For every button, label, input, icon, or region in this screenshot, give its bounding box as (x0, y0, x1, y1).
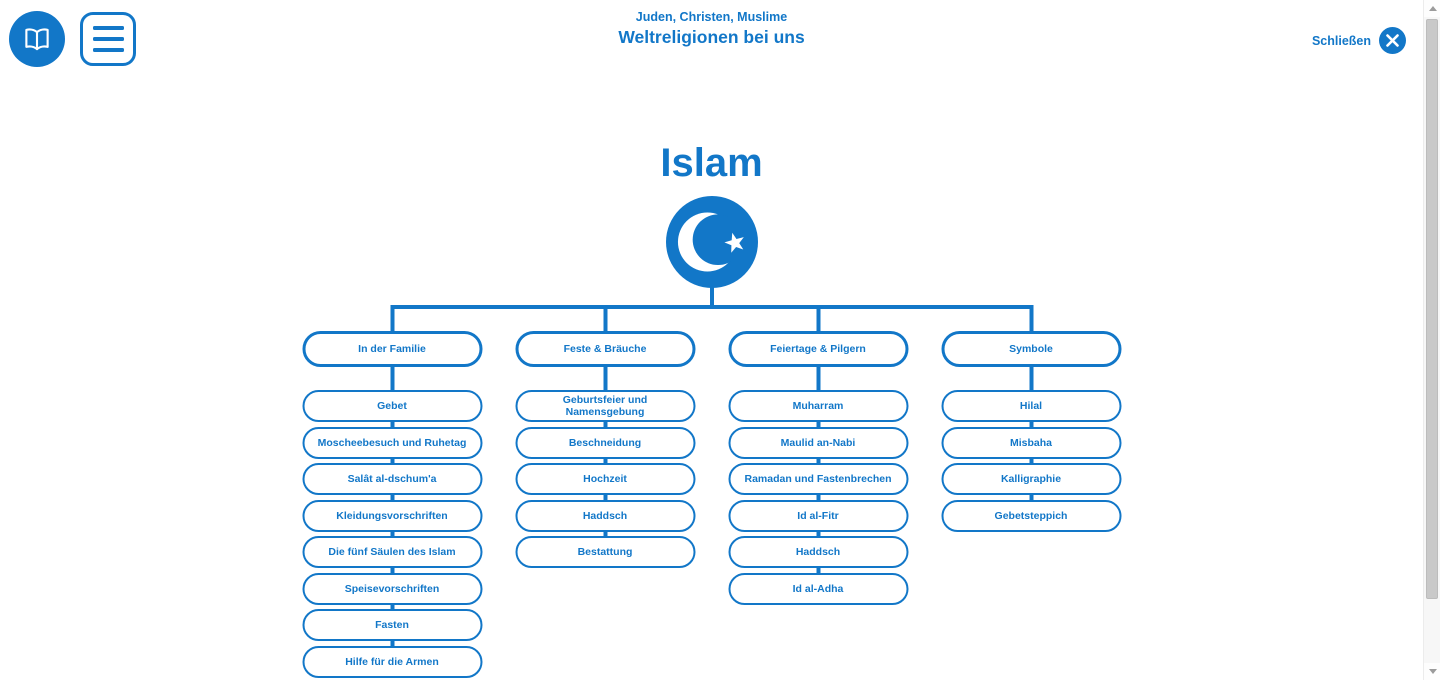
hamburger-menu-icon (93, 48, 124, 53)
header-title-block (0, 10, 1423, 48)
connector-line (603, 495, 607, 500)
item-pill[interactable]: Die fünf Säulen des Islam (302, 536, 482, 568)
item-pill[interactable]: Kleidungsvorschriften (302, 500, 482, 532)
item-pill[interactable]: Muharram (728, 390, 908, 422)
tree-column (302, 305, 482, 678)
item-pill[interactable]: Hochzeit (515, 463, 695, 495)
connector-line (603, 367, 607, 390)
item-pill[interactable]: Fasten (302, 609, 482, 641)
connector-line (816, 568, 820, 573)
close-label[interactable]: Schließen (1311, 33, 1371, 48)
item-pill[interactable]: Beschneidung (515, 427, 695, 459)
scroll-down-arrow-icon[interactable] (1424, 663, 1440, 680)
item-pill[interactable]: Speisevorschriften (302, 573, 482, 605)
connector-line (390, 305, 1033, 309)
tree-column (728, 305, 908, 678)
close-control (1312, 27, 1406, 54)
connector-line (816, 495, 820, 500)
item-pill[interactable]: Id al-Fitr (728, 500, 908, 532)
item-pill[interactable]: Maulid an-Nabi (728, 427, 908, 459)
scroll-up-arrow-icon[interactable] (1424, 0, 1440, 17)
header-subtitle: Juden, Christen, Muslime (635, 10, 788, 24)
page-title: Islam (660, 141, 763, 185)
tree-column (941, 305, 1121, 678)
item-pill[interactable]: Haddsch (515, 500, 695, 532)
item-pill[interactable]: Geburtsfeier und Namensgebung (515, 390, 695, 422)
connector-line (1029, 367, 1033, 390)
item-pill[interactable]: Salât al-dschum'a (302, 463, 482, 495)
item-pill[interactable]: Hilfe für die Armen (302, 646, 482, 678)
connector-line (816, 422, 820, 427)
tree-column (515, 305, 695, 678)
crescent-moon-and-star-icon (666, 196, 758, 288)
item-pill[interactable]: Gebet (302, 390, 482, 422)
item-pill[interactable]: Id al-Adha (728, 573, 908, 605)
connector-line (390, 641, 394, 646)
item-pill[interactable]: Kalligraphie (941, 463, 1121, 495)
connector-line (390, 422, 394, 427)
connector-line (816, 367, 820, 390)
islam-root-node[interactable] (666, 196, 758, 288)
connector-line (603, 422, 607, 427)
header-title: Weltreligionen bei uns (618, 27, 805, 47)
scrollbar-thumb[interactable] (1426, 19, 1438, 599)
connector-line (390, 568, 394, 573)
item-pill[interactable]: Ramadan und Fastenbrechen (728, 463, 908, 495)
item-pill[interactable]: Moscheebesuch und Ruhetag (302, 427, 482, 459)
item-pill[interactable]: Misbaha (941, 427, 1121, 459)
connector-line (710, 287, 714, 307)
category-pill[interactable]: Symbole (941, 331, 1121, 367)
close-button[interactable] (1379, 27, 1406, 54)
sitemap-tree (302, 305, 1121, 678)
category-pill[interactable]: Feste & Bräuche (515, 331, 695, 367)
category-pill[interactable]: In der Familie (302, 331, 482, 367)
close-icon (1379, 27, 1406, 54)
category-pill[interactable]: Feiertage & Pilgern (728, 331, 908, 367)
item-pill[interactable]: Hilal (941, 390, 1121, 422)
item-pill[interactable]: Bestattung (515, 536, 695, 568)
vertical-scrollbar[interactable] (1423, 0, 1440, 680)
connector-line (1029, 495, 1033, 500)
item-pill[interactable]: Haddsch (728, 536, 908, 568)
item-pill[interactable]: Gebetsteppich (941, 500, 1121, 532)
connector-line (390, 495, 394, 500)
connector-line (1029, 422, 1033, 427)
connector-line (390, 367, 394, 390)
tree-columns (302, 305, 1121, 678)
